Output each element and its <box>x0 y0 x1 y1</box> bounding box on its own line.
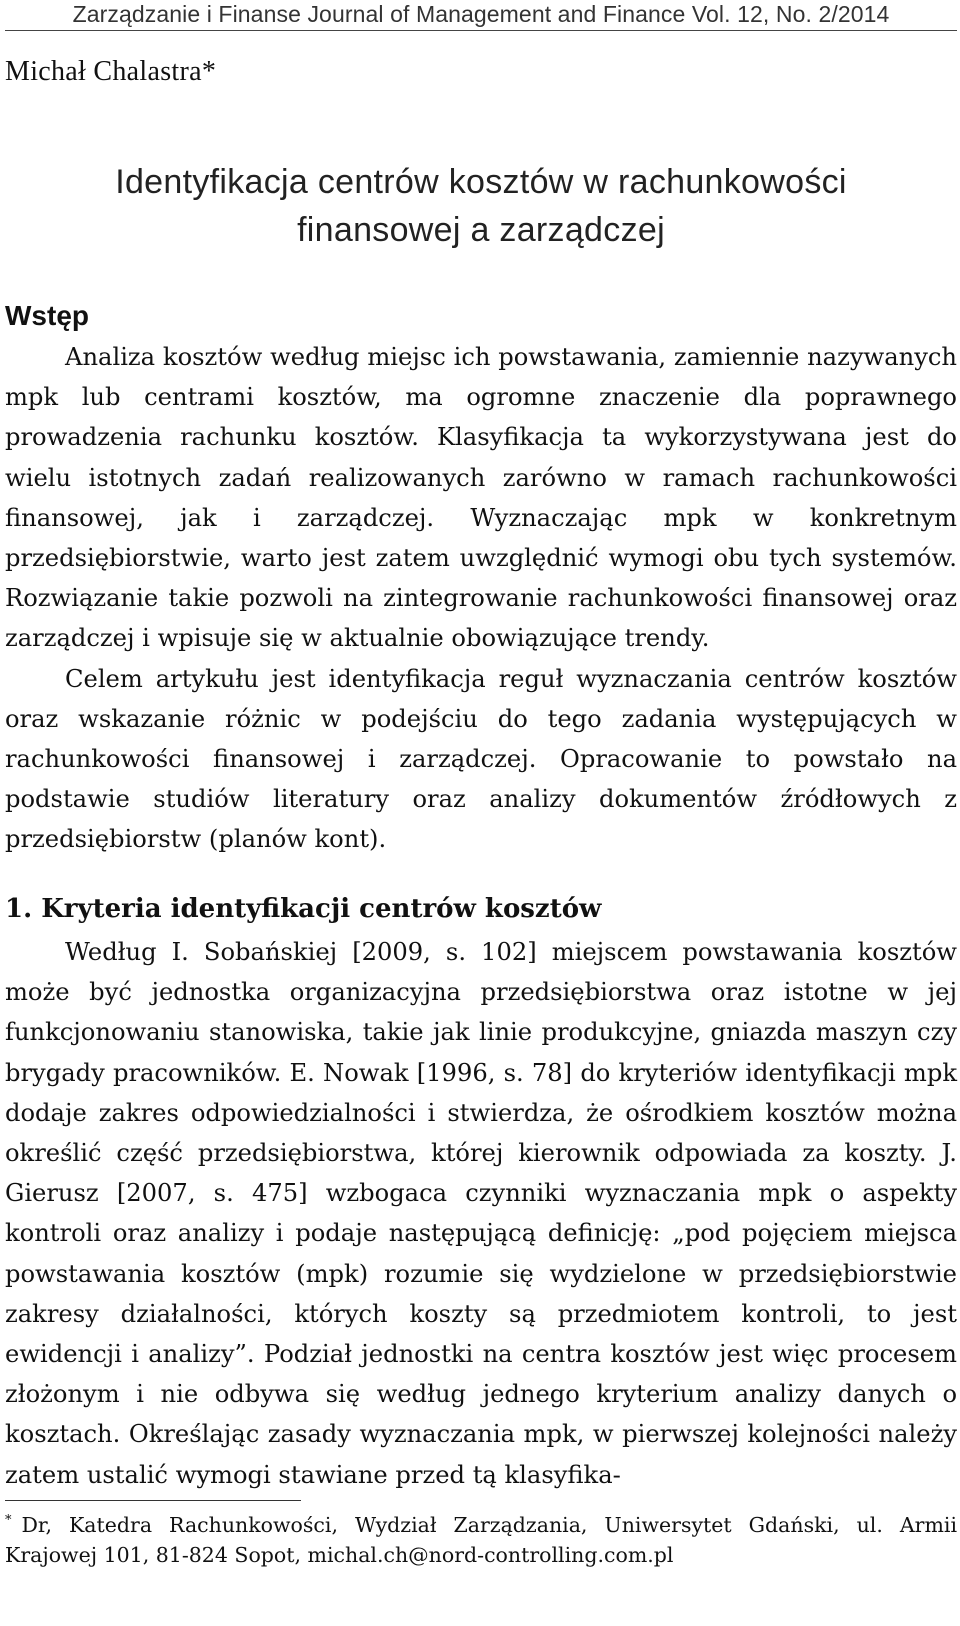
paragraph: Celem artykułu jest identyfikacja reguł wyznaczania centrów kosztów oraz wskazanie różnic w podejściu do tego zadania występujących w rachunkowości finansowej i zarządczej. Opracowanie to powstało na podstawie studiów literatury oraz analizy dokumentów źródłowych z przedsiębiorstw (planów kont). <box>5 664 957 854</box>
section-1-body <box>5 932 957 1495</box>
footnote-marker: * <box>5 1513 12 1528</box>
article-title <box>5 158 957 254</box>
section-heading-intro: Wstęp <box>5 300 89 331</box>
article-title-line-2: finansowej a zarządczej <box>297 211 665 249</box>
intro-body <box>5 337 957 860</box>
author-name: Michał Chalastra* <box>5 56 217 87</box>
paragraph: Analiza kosztów według miejsc ich powstawania, zamiennie nazywanych mpk lub centrami kosztów, ma ogromne znaczenie dla poprawnego prowadzenia rachunku kosztów. Klasyfikacja ta wykorzystywana jest do wielu istotnych zadań realizowanych zarówno w ramach rachunkowości finansowej, jak i zarządczej. Wyznaczając mpk w konkretnym przedsiębiorstwie, warto jest zatem uwzględnić wymogi obu tych systemów. Rozwiązanie takie pozwoli na zintegrowanie rachunkowości finansowej oraz zarządczej i wpisuje się w aktualnie obowiązujące trendy. <box>5 343 957 653</box>
header-rule <box>5 30 957 31</box>
footnote-text: Dr, Katedra Rachunkowości, Wydział Zarządzania, Uniwersytet Gdański, ul. Armii Krajowej 101, 81-824 Sopot, michal.ch@nord-controlling.com.pl <box>5 1513 957 1567</box>
article-title-line-1: Identyfikacja centrów kosztów w rachunkowości <box>115 163 847 201</box>
footnote-rule <box>5 1500 301 1501</box>
running-header: Zarządzanie i Finanse Journal of Management and Finance Vol. 12, No. 2/2014 <box>72 1 890 27</box>
journal-page <box>5 0 957 1567</box>
paragraph: Według I. Sobańskiej [2009, s. 102] miejscem powstawania kosztów może być jednostka organizacyjna przedsiębiorstwa oraz istotne w jej funkcjonowaniu stanowiska, takie jak linie produkcyjne, gniazda maszyn czy brygady pracowników. E. Nowak [1996, s. 78] do kryteriów identyfikacji mpk dodaje zakres odpowiedzialności i stwierdza, że ośrodkiem kosztów można określić część przedsiębiorstwa, której kierownik odpowiada za koszty. J. Gierusz [2007, s. 475] wzbogaca czynniki wyznaczania mpk o aspekty kontroli oraz analizy i podaje następującą definicję: „pod pojęciem miejsca powstawania kosztów (mpk) rozumie się wydzielone w przedsiębiorstwie zakresy działalności, których koszty są przedmiotem kontroli, to jest ewidencji i analizy”. Podział jednostki na centra kosztów jest więc procesem złożonym i nie odbywa się według jednego kryterium analizy danych o kosztach. Określając zasady wyznaczania mpk, w pierwszej kolejności należy zatem ustalić wymogi stawiane przed tą klasyfika- <box>5 938 957 1489</box>
author-footnote <box>5 1510 957 1570</box>
section-heading-1: 1. Kryteria identyfikacji centrów kosztów <box>5 894 602 924</box>
